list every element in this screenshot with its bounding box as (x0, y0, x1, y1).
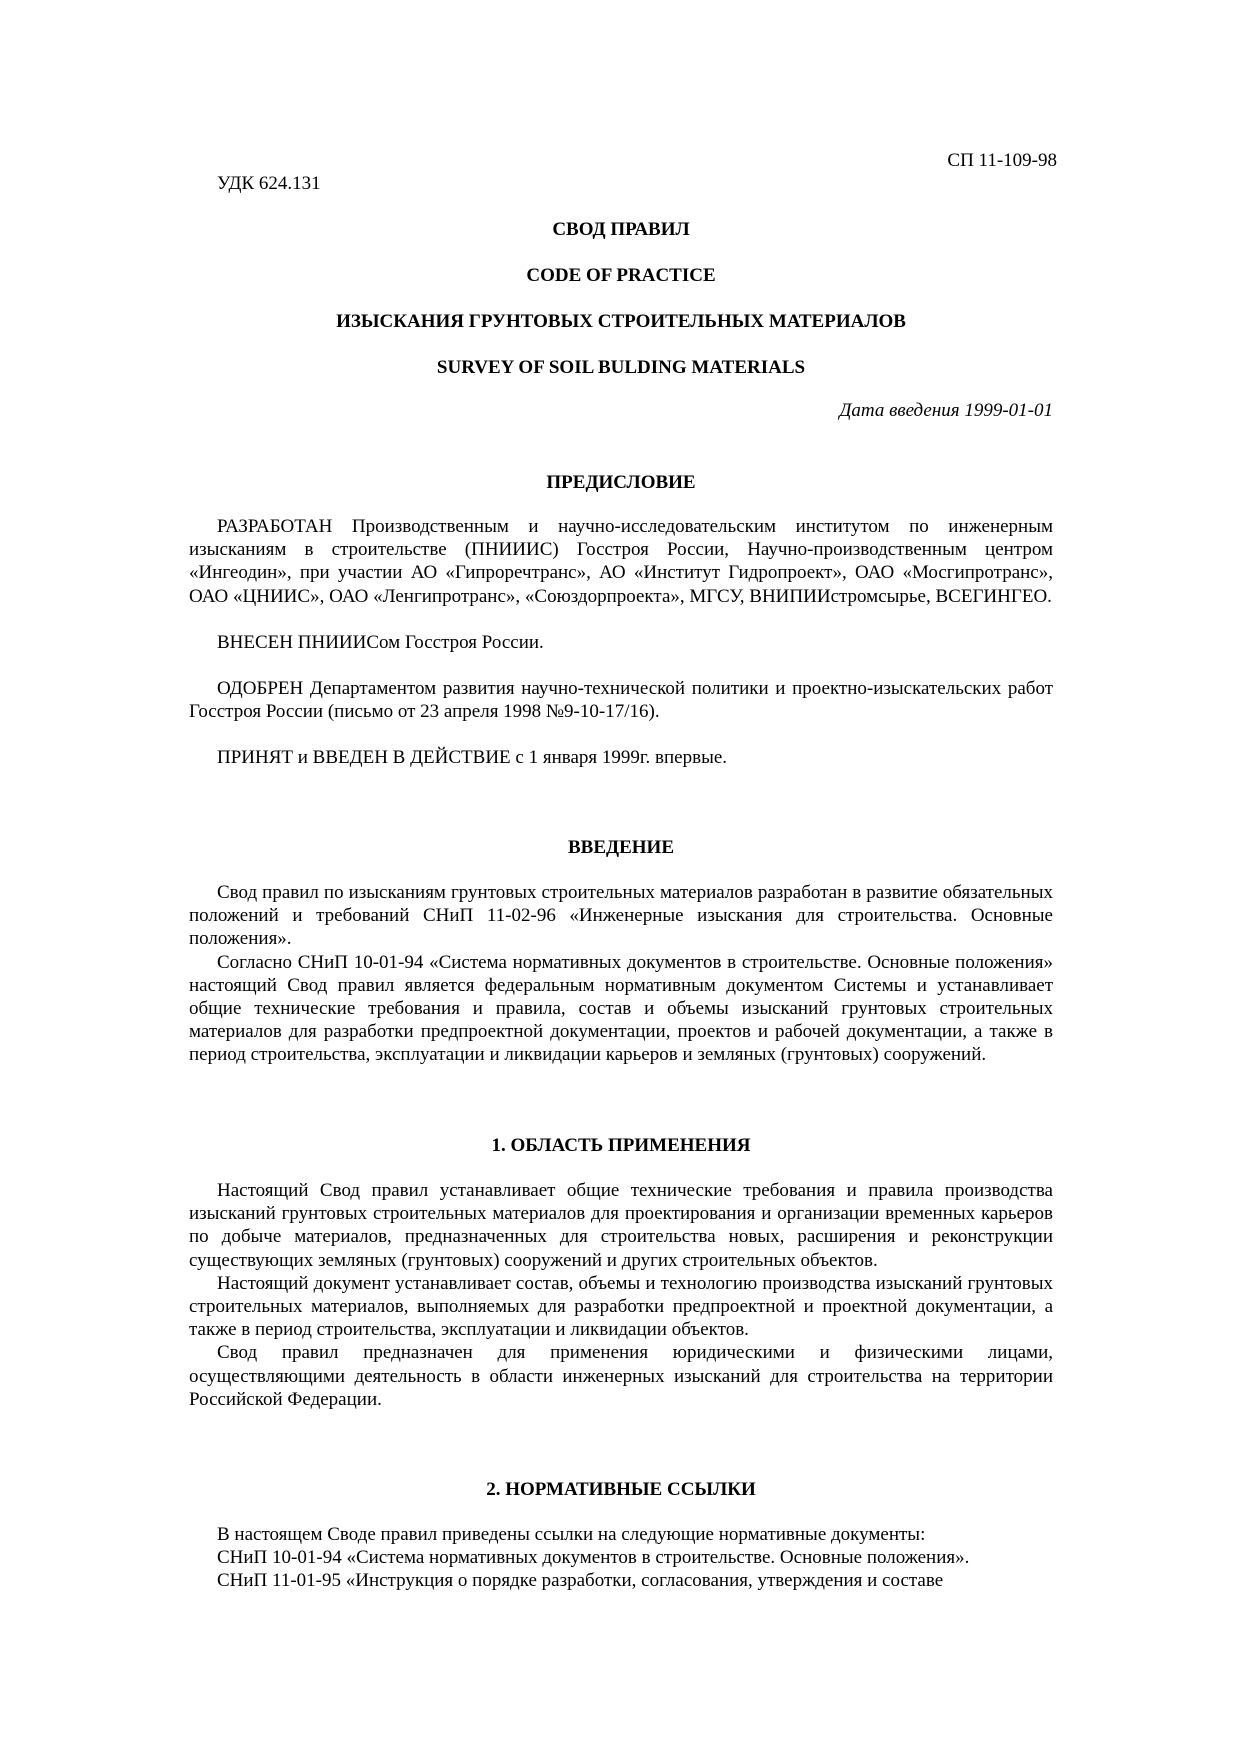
section-2-paragraph: СНиП 10-01-94 «Система нормативных документов в строительстве. Основные положения». (217, 1547, 970, 1569)
foreword-body (189, 515, 1053, 770)
udk-code: УДК 624.131 (217, 173, 321, 194)
section-1-paragraph: Настоящий документ устанавливает состав, объемы и технологию производства изысканий грунтовых строительных материалов, выполняемых для разработки предпроектной и проектной документации, а также в период строительства, эксплуатации и ликвидации объектов. (189, 1272, 1053, 1341)
section-1-paragraph: Настоящий Свод правил устанавливает общие технические требования и правила производства изысканий грунтовых строительных материалов для проектирования и организации временных карьеров по добыче материалов, предназначенных для строительства новых, расширения и реконструкции существующих земляных (грунтовых) сооружений и других строительных объектов. (189, 1180, 1053, 1271)
section-1-paragraph: Свод правил предназначен для применения юридическими и физическими лицами, осуществляющими деятельность в области инженерных изысканий для строительства на территории Российской Федерации. (189, 1342, 1053, 1410)
intro-paragraph: Свод правил по изысканиям грунтовых строительных материалов разработан в развитие обязательных положений и требований СНиП 11-02-96 «Инженерные изыскания для строительства. Основные положения». (189, 882, 1053, 950)
foreword-adopted: ПРИНЯТ и ВВЕДЕН В ДЕЙСТВИЕ с 1 января 1999г. впервые. (217, 747, 728, 769)
section-2-heading: 2. НОРМАТИВНЫЕ ССЫЛКИ (486, 1479, 756, 1500)
section-2-body (189, 1523, 1053, 1593)
section-1-body (189, 1179, 1053, 1411)
intro-paragraph: Согласно СНиП 10-01-94 «Система нормативных документов в строительстве. Основные положения» настоящий Свод правил является федеральным нормативным документом Системы и устанавливает общие технические требования и правила, состав и объемы изысканий грунтовых строительных материалов для разработки предпроектной документации, проектов и рабочей документации, а также в период строительства, эксплуатации и ликвидации карьеров и земляных (грунтовых) сооружений. (189, 951, 1053, 1066)
foreword-approved: ОДОБРЕН Департаментом развития научно-технической политики и проектно-изыскательских работ Госстроя России (письмо от 23 апреля 1998 №9-10-17/16). (189, 678, 1053, 723)
intro-heading: ВВЕДЕНИЕ (568, 837, 674, 858)
subject-en: SURVEY OF SOIL BULDING MATERIALS (436, 357, 806, 378)
intro-body (189, 881, 1053, 1067)
title-en: CODE OF PRACTICE (526, 265, 716, 286)
foreword-developed: РАЗРАБОТАН Производственным и научно-исследовательским институтом по инженерным изысканиям в строительстве (ПНИИИС) Госстроя России, Научно-производственным центром «Ингеодин», при участии АО «Гипроречтранс», АО «Институт Гидропроект», ОАО «Мосгипротранс», ОАО «ЦНИИС», ОАО «Ленгипротранс», «Союздорпроекта», МГСУ, ВНИПИИстромсырье, ВСЕГИНГЕО. (189, 516, 1053, 607)
foreword-submitted: ВНЕСЕН ПНИИИСом Госстроя России. (217, 631, 544, 653)
section-1-heading: 1. ОБЛАСТЬ ПРИМЕНЕНИЯ (491, 1135, 751, 1156)
section-2-paragraph: В настоящем Своде правил приведены ссылки на следующие нормативные документы: (217, 1524, 926, 1545)
section-2-paragraph: СНиП 11-01-95 «Инструкция о порядке разработки, согласования, утверждения и составе (217, 1570, 944, 1592)
title-ru: СВОД ПРАВИЛ (552, 219, 690, 240)
foreword-heading: ПРЕДИСЛОВИЕ (546, 472, 696, 493)
document-code: СП 11-109-98 (947, 150, 1057, 171)
subject-ru: ИЗЫСКАНИЯ ГРУНТОВЫХ СТРОИТЕЛЬНЫХ МАТЕРИАЛОВ (336, 311, 906, 332)
introduction-date: Дата введения 1999-01-01 (839, 400, 1053, 421)
